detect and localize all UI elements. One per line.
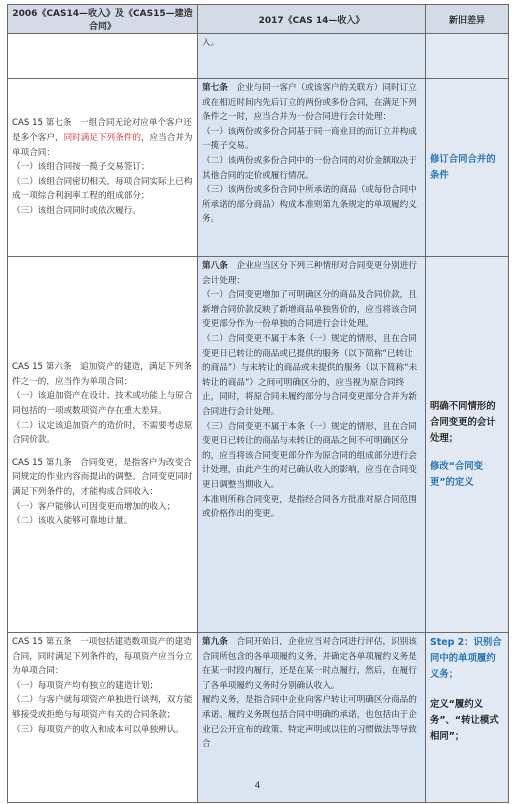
table-row <box>8 79 509 257</box>
old-cell <box>8 257 198 633</box>
old-cell <box>8 79 198 257</box>
new-text: 第七条 企业与同一客户（或该客户的关联方）同时订立或在相近时间内先后订立的两份或多份合同，在满足下列条件之一时，应当合并为一份合同进行会计处理： <box>202 83 417 123</box>
old-text: CAS 15 第六条 追加资产的建造，满足下列条件之一的，应当作为单项合同： <box>12 362 192 387</box>
diff-text: 修改“合同变更”的定义 <box>430 460 484 488</box>
old-cell <box>8 34 198 79</box>
diff-text: 修订合同合并的条件 <box>430 153 496 181</box>
old-text: （一）每项资产均有独立的建造计划； <box>12 680 159 691</box>
old-text: （一）该组合同按一揽子交易签订； <box>12 162 150 173</box>
old-text: （三）每项资产的收入和成本可以单独辨认。 <box>12 724 184 735</box>
highlight-text: 同时满足下列条件的 <box>63 133 141 144</box>
page-number: 4 <box>254 781 261 791</box>
new-cell <box>198 257 426 633</box>
diff-text: 明确不同情形的合同变更的会计处理； <box>430 400 496 444</box>
old-text: （一）该追加资产在设计、技术或功能上与原合同包括的一项或数项资产存在重大差异。 <box>12 391 193 417</box>
table-row <box>8 257 509 633</box>
new-text: （二）合同变更不属于本条（一）规定的情形，且在合同变更日已转让的商品或已提供的服务（以下简称“已转让的商品”）与未转让的商品或未提供的服务（以下简称“未转让的商品”）之间可明确区分的，应当视为原合同终止，同时，将原合同未履约部分与合同变更部分合并为新合同进行会计处理。 <box>202 333 418 417</box>
old-text: CAS 15 第五条 一项包括建造数项资产的建造合同，同时满足下列条件的，每项资产应当分立为单项合同： <box>12 637 193 677</box>
old-text: CAS 15 第七条 一组合同无论对应单个客户还是多个客户，同时满足下列条件的，应当合并为单项合同： <box>12 118 193 158</box>
new-text: （一）合同变更增加了可明确区分的商品及合同价款，且新增合同价款反映了新增商品单独售价的，应当将该合同变更部分作为一份单独的合同进行会计处理。 <box>202 290 417 330</box>
diff-cell <box>426 257 509 633</box>
table-row <box>8 34 509 79</box>
comparison-table <box>7 4 509 803</box>
header-new: 2017《CAS 14—收入》 <box>198 5 426 34</box>
new-text: 第八条 企业应当区分下列三种情形对合同变更分别进行会计处理： <box>202 261 417 286</box>
header-old: 2006《CAS14—收入》及《CAS15—建造合同》 <box>8 5 198 34</box>
old-text: （一）客户能够认可因变更而增加的收入； <box>12 501 176 512</box>
diff-cell <box>426 633 509 803</box>
new-text: 本准则所称合同变更，是指经合同各方批准对原合同范围或价格作出的变更。 <box>202 494 417 520</box>
new-cell <box>198 34 426 79</box>
header-row <box>8 5 509 34</box>
old-text: （二）该组合同密切相关，每项合同实际上已构成一项综合利润率工程的组成部分； <box>12 176 193 202</box>
header-diff: 新旧差异 <box>426 5 509 34</box>
new-cell <box>198 79 426 257</box>
diff-cell <box>426 34 509 79</box>
new-cell <box>198 633 426 803</box>
old-text: （三）该组合同同时或依次履行。 <box>12 205 141 216</box>
diff-text: Step 2：识别合同中的单项履约义务； <box>430 637 502 680</box>
new-text: （二）该两份或多份合同中的一份合同的对价金额取决于其他合同的定价或履行情况。 <box>202 155 417 181</box>
new-text: 第九条 合同开始日，企业应当对合同进行评估，识别该合同所包含的各单项履约义务，并确定各单项履约义务是在某一时段内履行，还是在某一时点履行，然后，在履行了各单项履约义务时分别确认收入。 <box>202 637 417 691</box>
new-text: 入。 <box>202 38 220 48</box>
new-text: （一）该两份或多份合同基于同一商业目的而订立并构成一揽子交易。 <box>202 126 417 152</box>
diff-text: 定义“履约义务”、“转让模式相同”； <box>430 699 499 742</box>
old-text: （二）议定该追加资产的造价时，不需要考虑原合同价款。 <box>12 420 193 446</box>
new-text: （三）合同变更不属于本条（一）规定的情形，且在合同变更日已转让的商品与未转让的商品之间不可明确区分的，应当将该合同变更部分作为原合同的组成部分进行会计处理，由此产生的对已确认收入的影响，应当在合同变更日调整当期收入。 <box>202 421 417 490</box>
diff-cell <box>426 79 509 257</box>
old-text: （二）与客户就每项资产单独进行谈判，双方能够接受或拒绝与每项资产有关的合同条款； <box>12 695 193 720</box>
old-text: （二）该收入能够可靠地计量。 <box>12 516 133 527</box>
old-text: CAS 15 第九条 合同变更，是指客户为改变合同规定的作业内容而提出的调整。合同变更同时满足下列条件的，才能构成合同收入： <box>12 457 193 497</box>
table-row <box>8 633 509 803</box>
new-text: 履约义务，是指合同中企业向客户转让可明确区分商品的承诺。履约义务既包括合同中明确的承诺，也包括由于企业已公开宣布的政策、特定声明或以往的习惯做法等导致合 <box>202 695 417 750</box>
old-cell <box>8 633 198 803</box>
new-text: （三）该两份或多份合同中所承诺的商品（或每份合同中所承诺的部分商品）构成本准则第九条规定的单项履约义务。 <box>202 185 417 225</box>
